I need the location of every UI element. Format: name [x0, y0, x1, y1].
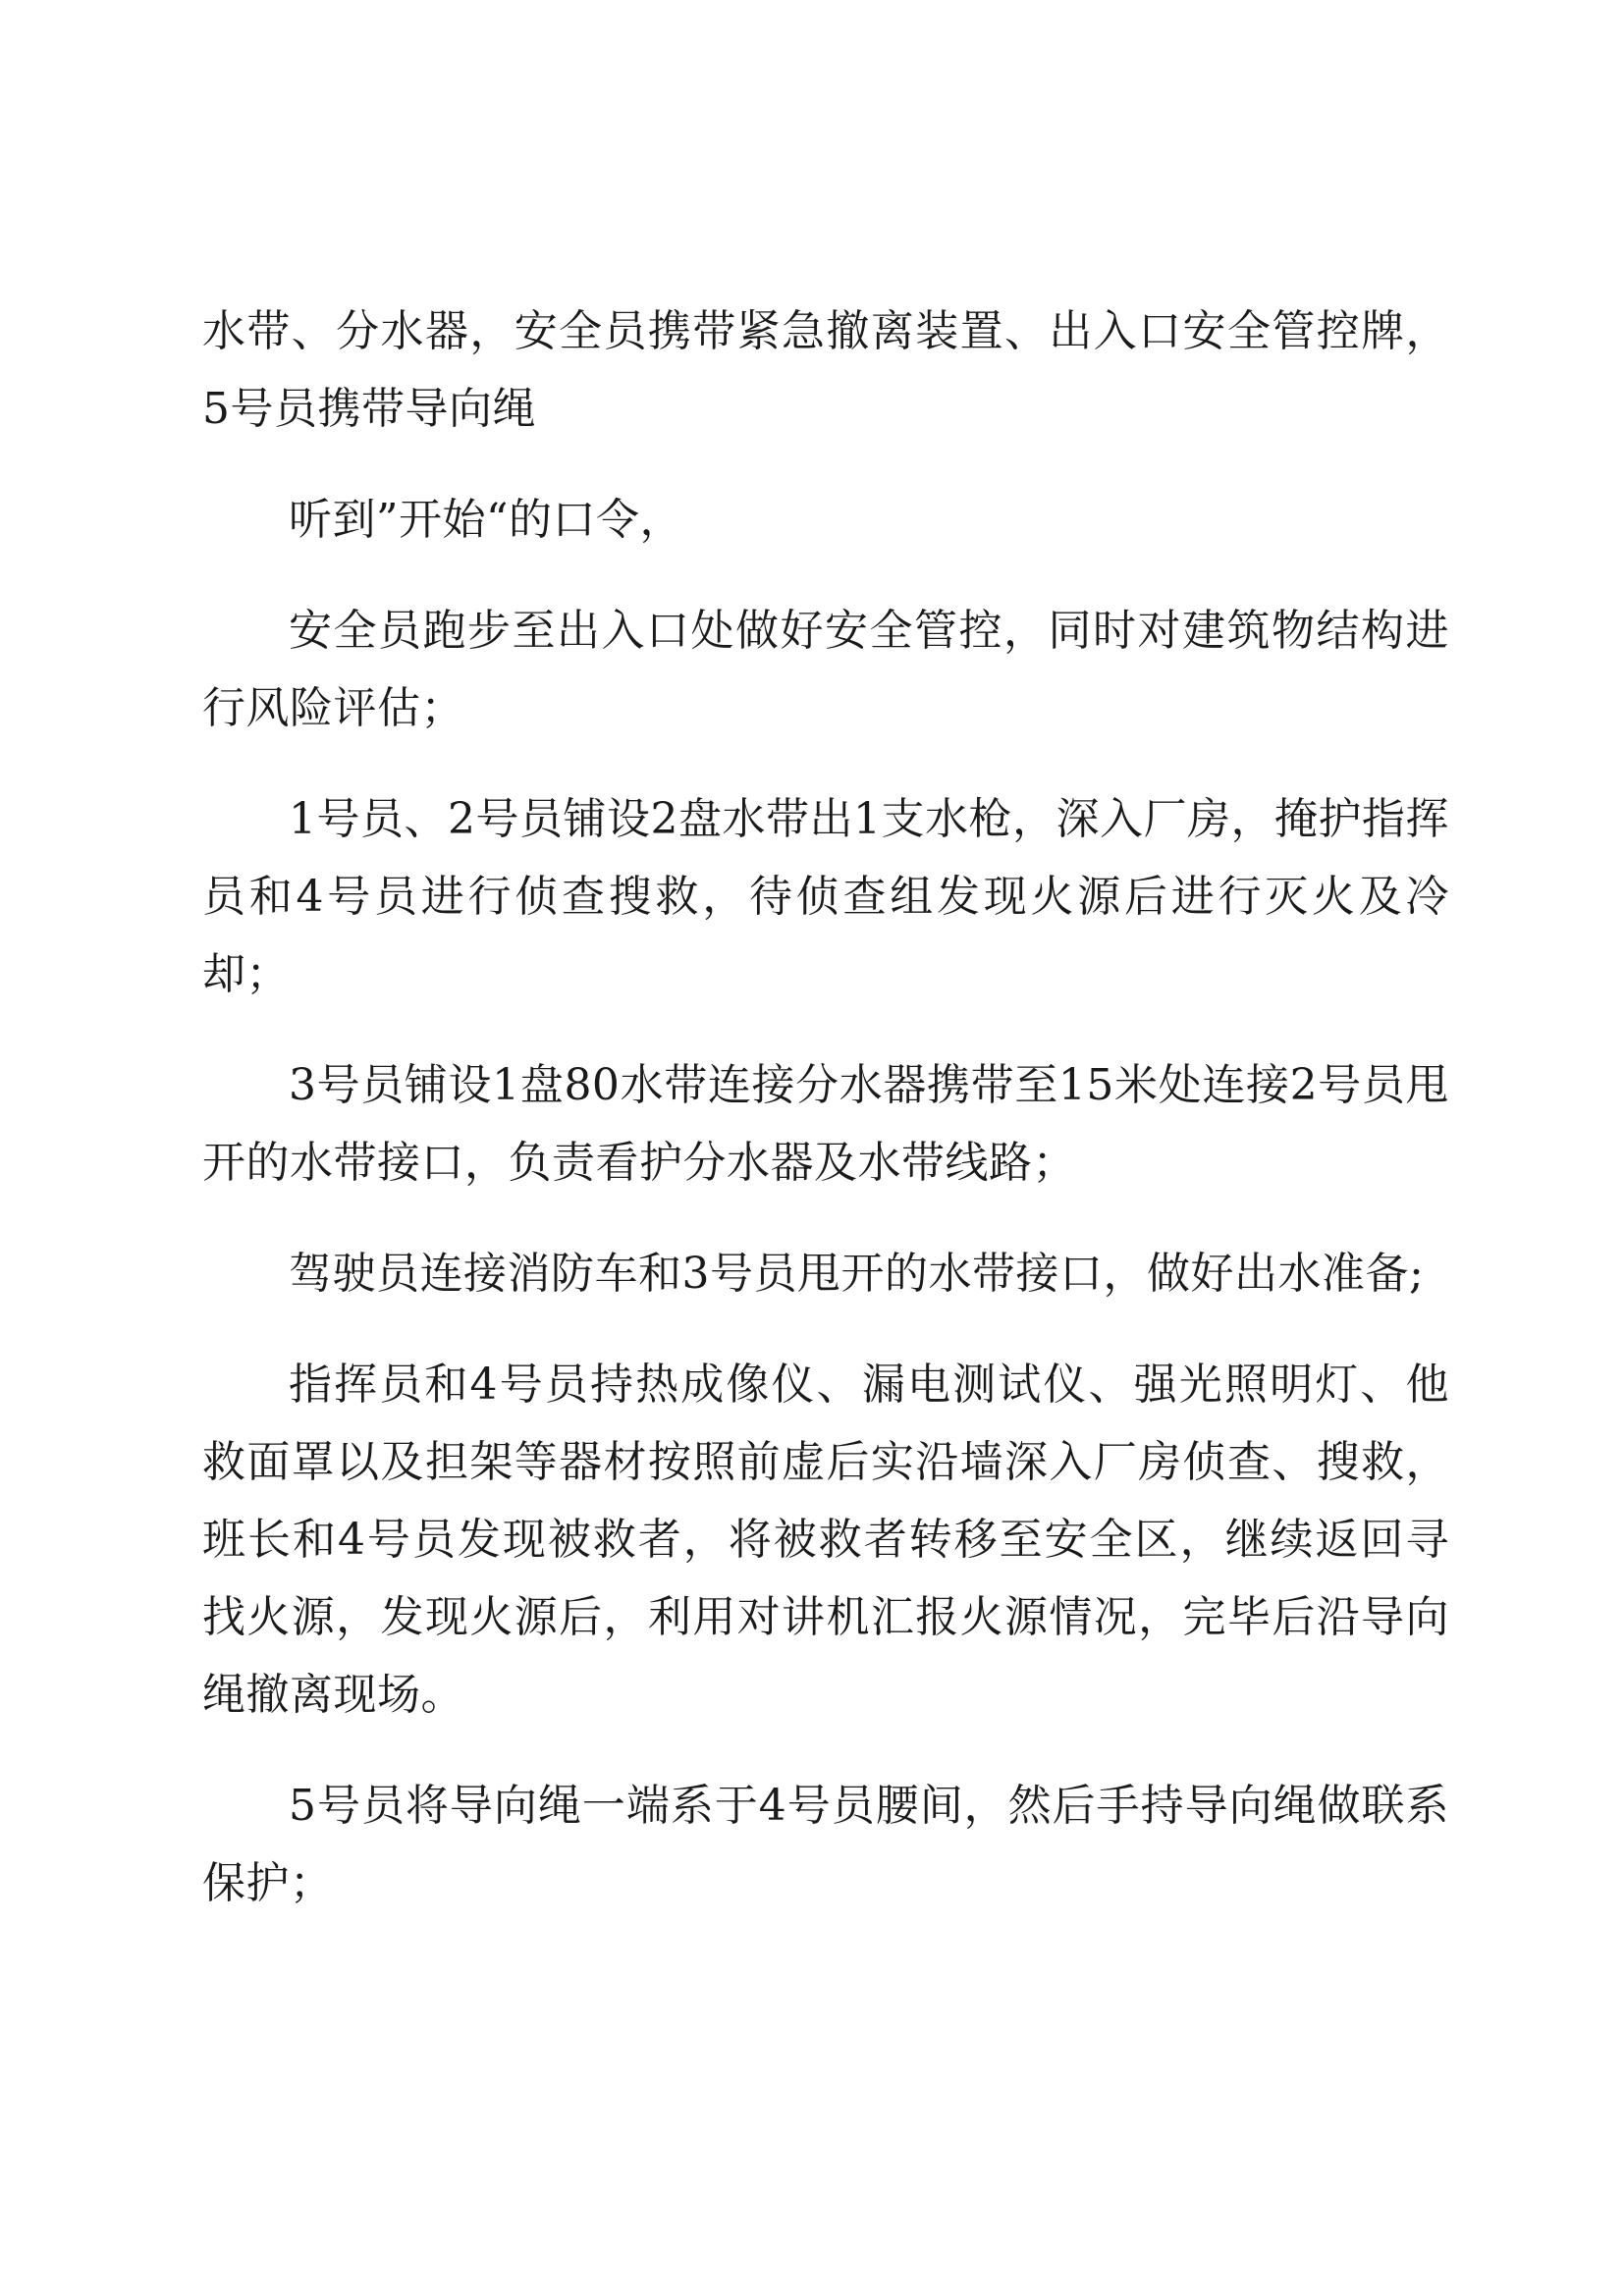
paragraph-driver: 驾驶员连接消防车和3号员甩开的水带接口，做好出水准备; [289, 1249, 1425, 1299]
paragraph-member-3: 3号员铺设1盘80水带连接分水器携带至15米处连接2号员甩开的水带接口，负责看护分水器及水带线路； [202, 1060, 1449, 1188]
paragraph-commander-member-4: 指挥员和4号员持热成像仪、漏电测试仪、强光照明灯、他救面罩以及担架等器材按照前虚后实沿墙深入厂房侦查、搜救，班长和4号员发现被救者，将被救者转移至安全区，继续返回寻找火源，发现火源后，利用对讲机汇报火源情况，完毕后沿导向绳撤离现场。 [202, 1360, 1449, 1720]
paragraph-equipment: 水带、分水器，安全员携带紧急撤离装置、出入口安全管控牌，5号员携带导向绳 [202, 306, 1449, 434]
paragraph-members-1-2: 1号员、2号员铺设2盘水带出1支水枪，深入厂房，掩护指挥员和4号员进行侦查搜救，待侦查组发现火源后进行灭火及冷却； [202, 794, 1449, 999]
document-body [202, 293, 1449, 1955]
paragraph-start-command: 听到”开始“的口令， [289, 495, 683, 545]
paragraph-member-5: 5号员将导向绳一端系于4号员腰间，然后手持导向绳做联系保护； [202, 1781, 1449, 1908]
paragraph-safety-officer: 安全员跑步至出入口处做好安全管控，同时对建筑物结构进行风险评估； [202, 606, 1449, 733]
